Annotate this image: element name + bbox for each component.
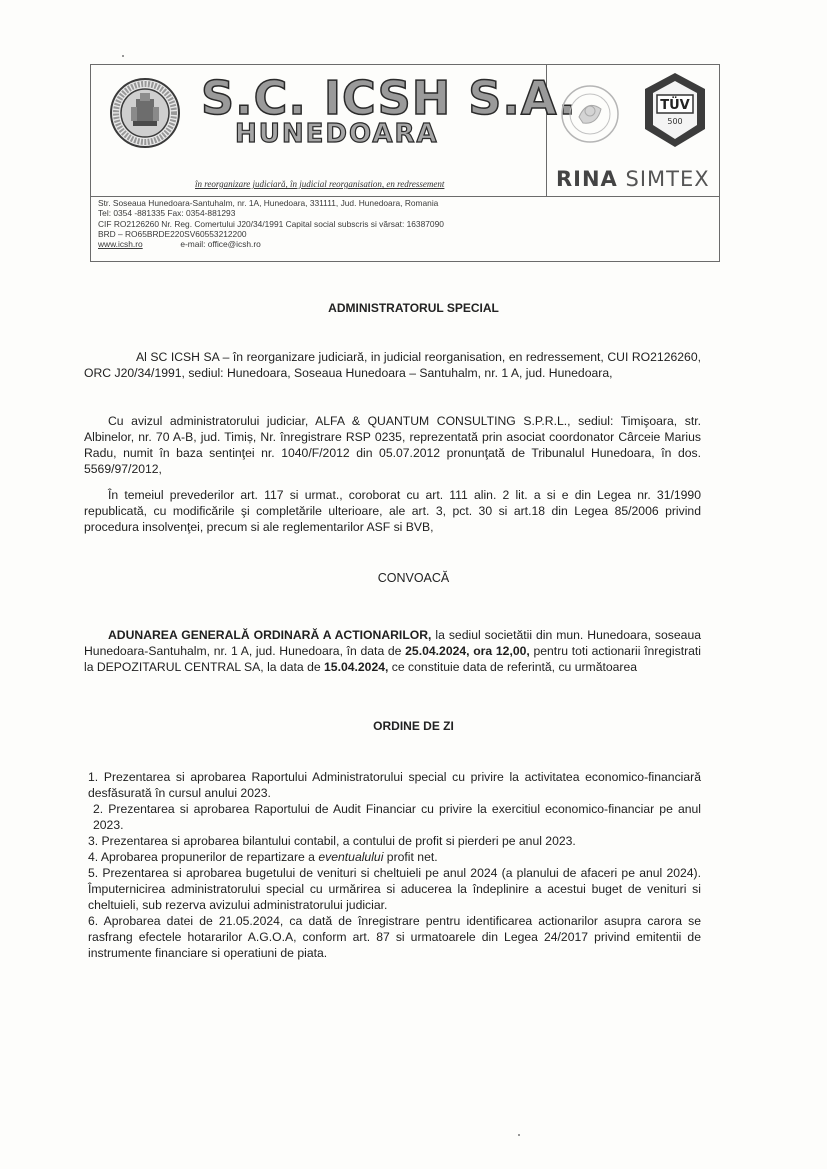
paragraph-legal-basis-text: În temeiul prevederilor art. 117 si urmat., coroborat cu art. 111 alin. 2 lit. a si e din Legea nr. 31/1990 republicată, cu modificările şi completările ulterioare, ale art. 3, pct. 30 si art.18 din Legea 85/2006 privind procedura insolvenţei, precum si ale reglementarilor ASF si BVB, (84, 488, 701, 534)
letterhead-divider (91, 196, 719, 197)
paragraph-judicial-administrator-text: Cu avizul administratorului judiciar, ALFA & QUANTUM CONSULTING S.P.R.L., sediul: Timişoara, str. Albinelor, nr. 70 A-B, jud. Timiș, Nr. înregistrare RSP 0235, reprezentată prin asociat coordonator Cârceie Marius Radu, numit în baza sentinţei nr. 1040/F/2012 din 05.07.2012 pronunţată de Tribunalul Hunedoara, în dos. 5569/97/2012, (84, 414, 701, 476)
company-name: S.C. ICSH S.A. (201, 71, 577, 125)
email-link[interactable]: e-mail: office@icsh.ro (180, 239, 261, 250)
contact-web-email (98, 239, 698, 249)
contact-phone: Tel: 0354 -881335 Fax: 0354-881293 (98, 208, 236, 219)
tuv-logo-number: 500 (667, 117, 683, 126)
company-city: HUNEDOARA (235, 119, 439, 149)
contact-address: Str. Soseaua Hunedoara-Santuhalm, nr. 1A, Hunedoara, 331111, Jud. Hunedoara, Romania (98, 198, 439, 208)
agenda-item-2: 2. Prezentarea si aprobarea Raportului de Audit Financiar cu privire la exercitiul economico-financiar pe anul 2023. (93, 802, 701, 832)
document-title: ADMINISTRATORUL SPECIAL (328, 301, 499, 315)
tuv-logo (639, 71, 711, 151)
letterhead (90, 64, 720, 262)
meeting-text-2: pentru toti actionarii înregistrati la (84, 644, 702, 674)
agenda-item-3: 3. Prezentarea si aprobarea bilantului contabil, a contului de profit si pierderi pe anul 2023. (88, 834, 576, 848)
paragraph-judicial-administrator (84, 413, 701, 477)
contact-registration: CIF RO2126260 Nr. Reg. Comertului J20/34/1991 Capital social subscris si vărsat: 16387090 (98, 218, 444, 229)
agenda-item-4-italic: eventualului (318, 850, 384, 864)
letterhead-contacts (98, 198, 698, 249)
rina-simtex-logo (556, 167, 718, 191)
company-seal-logo (109, 77, 181, 149)
tuv-logo-text: TÜV (660, 98, 690, 113)
convoaca-heading: CONVOACĂ (377, 571, 450, 585)
paragraph-issuer (84, 349, 701, 381)
rina-label: RINA (556, 167, 618, 191)
paragraph-legal-basis (84, 487, 701, 535)
agenda-item-5: 5. Prezentarea si aprobarea bugetului de venituri si cheltuieli pe anul 2024 (a planului de afaceri pe anul 2024). Împuternicirea administratorului special cu urmărirea si aducerea la îndeplinire a acestui buget de venituri si cheltuieli, sub rezerva avizului administratorului judiciar. (88, 866, 701, 912)
website-link[interactable]: www.icsh.ro (98, 239, 143, 250)
agenda-item-4-prefix: 4. Aprobarea propunerilor de repartizare a (88, 850, 319, 864)
paragraph-meeting (84, 627, 701, 675)
meeting-name: ADUNAREA GENERALĂ ORDINARĂ A ACTIONARILOR, (108, 628, 432, 642)
agenda-item-1: 1. Prezentarea si aprobarea Raportului Administratorului special cu privire la activitatea economico-financiară desfăsurată în cursul anului 2023. (88, 770, 701, 800)
meeting-time: ora 12,00, (469, 644, 530, 658)
meeting-reference-date: 15.04.2024, (324, 660, 389, 674)
simtex-label: SIMTEX (625, 167, 710, 191)
agenda-item-4-suffix: profit net. (383, 850, 438, 864)
scan-speck (518, 1134, 520, 1136)
meeting-date: 25.04.2024, (405, 644, 470, 658)
contact-bank-account: BRD – RO65BRDE220SV60553212200 (98, 228, 247, 239)
meeting-text-3: la data de (263, 660, 325, 674)
meeting-text-1: la sediul societătii din mun. Hunedoara, soseaua Hunedoara-Santuhalm, nr. 1 A, jud. Hunedoara, în data de (84, 628, 702, 658)
certification-emblem-icon (557, 81, 623, 147)
meeting-text-4: ce constituie data de referintă, cu următoarea (388, 660, 638, 674)
agenda-item-6: 6. Aprobarea datei de 21.05.2024, ca dată de înregistrare pentru identificarea actionarilor asupra carora se rasfrang efectele hotararilor A.G.O.A, conform art. 87 si urmatoarele din Legea 24/2017 privind emitentii de instrumente financiare si operatiuni de piata. (88, 914, 701, 960)
scan-speck (122, 55, 124, 57)
paragraph-issuer-text: Al SC ICSH SA – în reorganizare judiciară, in judicial reorganisation, en redressement, CUI RO2126260, ORC J20/34/1991, sediul: Hunedoara, Soseaua Hunedoara – Santuhalm, nr. 1 A, jud. Hunedoara, (84, 350, 701, 380)
agenda-item-4 (84, 849, 701, 865)
agenda-title: ORDINE DE ZI (373, 719, 454, 733)
meeting-depository: DEPOZITARUL CENTRAL SA, (96, 660, 264, 674)
agenda-list (84, 769, 701, 961)
letterhead-tagline: în reorganizare judiciară, în judicial reorganisation, en redressement (195, 179, 445, 189)
